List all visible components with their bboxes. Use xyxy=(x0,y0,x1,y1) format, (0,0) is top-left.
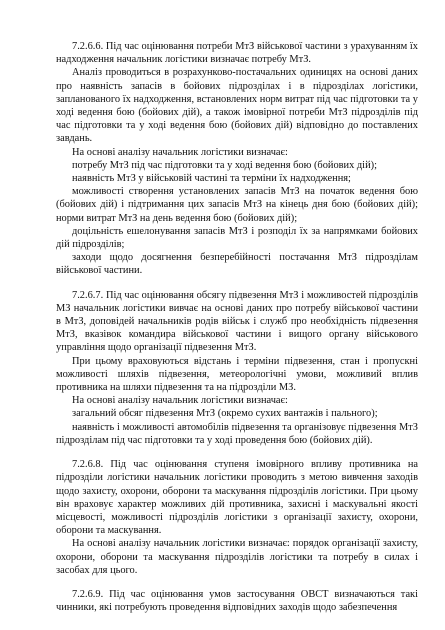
paragraph: 7.2.6.8. Під час оцінювання ступеня імовірного впливу противника на підрозділи логістики начальник логістики проводить з метою вивчення заходів щодо захисту, охорони, оборони та маскування підрозділів логістики. При цьому він враховує характер можливих дій противника, захисні і маскувальні якості місцевості, можливості підрозділів логістики з організації захисту, охорони, оборони та маскування. xyxy=(56,459,418,537)
section-7-2-6-8 xyxy=(56,458,418,577)
list-item: потребу МтЗ під час підготовки та у ході ведення бою (бойових дій); xyxy=(72,159,377,171)
paragraph: На основі аналізу начальник логістики визначає: xyxy=(72,395,288,407)
paragraph: При цьому враховуються відстань і терміни підвезення, стан і пропускні можливості шляхів підвезення, метеорологічні умови, можливий вплив противника на шляхи підвезення та на підрозділи МЗ. xyxy=(56,355,418,394)
list-item: доцільність ешелонування запасів МтЗ і розподіл їх за напрямками бойових дій підрозділів; xyxy=(56,225,418,251)
list-item: загальний обсяг підвезення МтЗ (окремо сухих вантажів і пального); xyxy=(72,408,378,420)
list-item: заходи щодо досягнення безперебійності постачання МтЗ підрозділам військової частини. xyxy=(56,252,418,277)
section-7-2-6-6 xyxy=(56,40,418,278)
paragraph: 7.2.6.6. Під час оцінювання потреби МтЗ військової частини з урахуванням їх надходження начальник логістики визначає потребу МтЗ. xyxy=(56,41,418,66)
paragraph: На основі аналізу начальник логістики визначає: xyxy=(72,146,288,158)
paragraph: 7.2.6.7. Під час оцінювання обсягу підвезення МтЗ і можливостей підрозділів МЗ начальник логістики вивчає на основі даних про потребу військової частини в МтЗ, доповідей начальників родів військ і служб про необхідність підвезення МтЗ, вказівок командира військової частини і вищого органу військового управління щодо організації підвезення МтЗ. xyxy=(56,289,418,354)
section-gap xyxy=(56,447,418,458)
paragraph: На основі аналізу начальник логістики визначає: порядок організації захисту, охорони, оборони та маскування підрозділів логістики та потребу в силах і засобах для цього. xyxy=(56,538,418,576)
paragraph: 7.2.6.9. Під час оцінювання умов застосування ОВСТ визначаються такі чинники, які потребують проведення відповідних заходів щодо забезпечення xyxy=(56,588,418,614)
section-7-2-6-7 xyxy=(56,289,418,447)
list-item: наявність МтЗ у військовій частині та терміни їх надходження; xyxy=(72,173,351,185)
list-item: можливості створення установлених запасів МтЗ на початок ведення бою (бойових дій) і підтримання цих запасів МтЗ на кінець дня бою (бойових дій); норми витрат МтЗ на день ведення бою (бойових дій); xyxy=(56,186,418,224)
section-gap xyxy=(56,278,418,289)
paragraph: Аналіз проводиться в розрахунково-постачальних одиницях на основі даних про наявність запасів в бойових підрозділах і в підрозділах логістики, запланованого їх надходження, встановлених норм витрат під час підготовки та у ході ведення бою (бойових дій), а також імовірної потреби МтЗ підрозділів під час підготовки та у ході ведення бою (бойових дій) відповідно до поставлених завдань. xyxy=(56,67,418,145)
section-gap xyxy=(56,577,418,588)
section-7-2-6-9 xyxy=(56,588,418,614)
list-item: наявність і можливості автомобілів підвезення та організовує підвезення МтЗ підрозділам під час підготовки та у ході проведення бою (бойових дій). xyxy=(56,421,418,446)
